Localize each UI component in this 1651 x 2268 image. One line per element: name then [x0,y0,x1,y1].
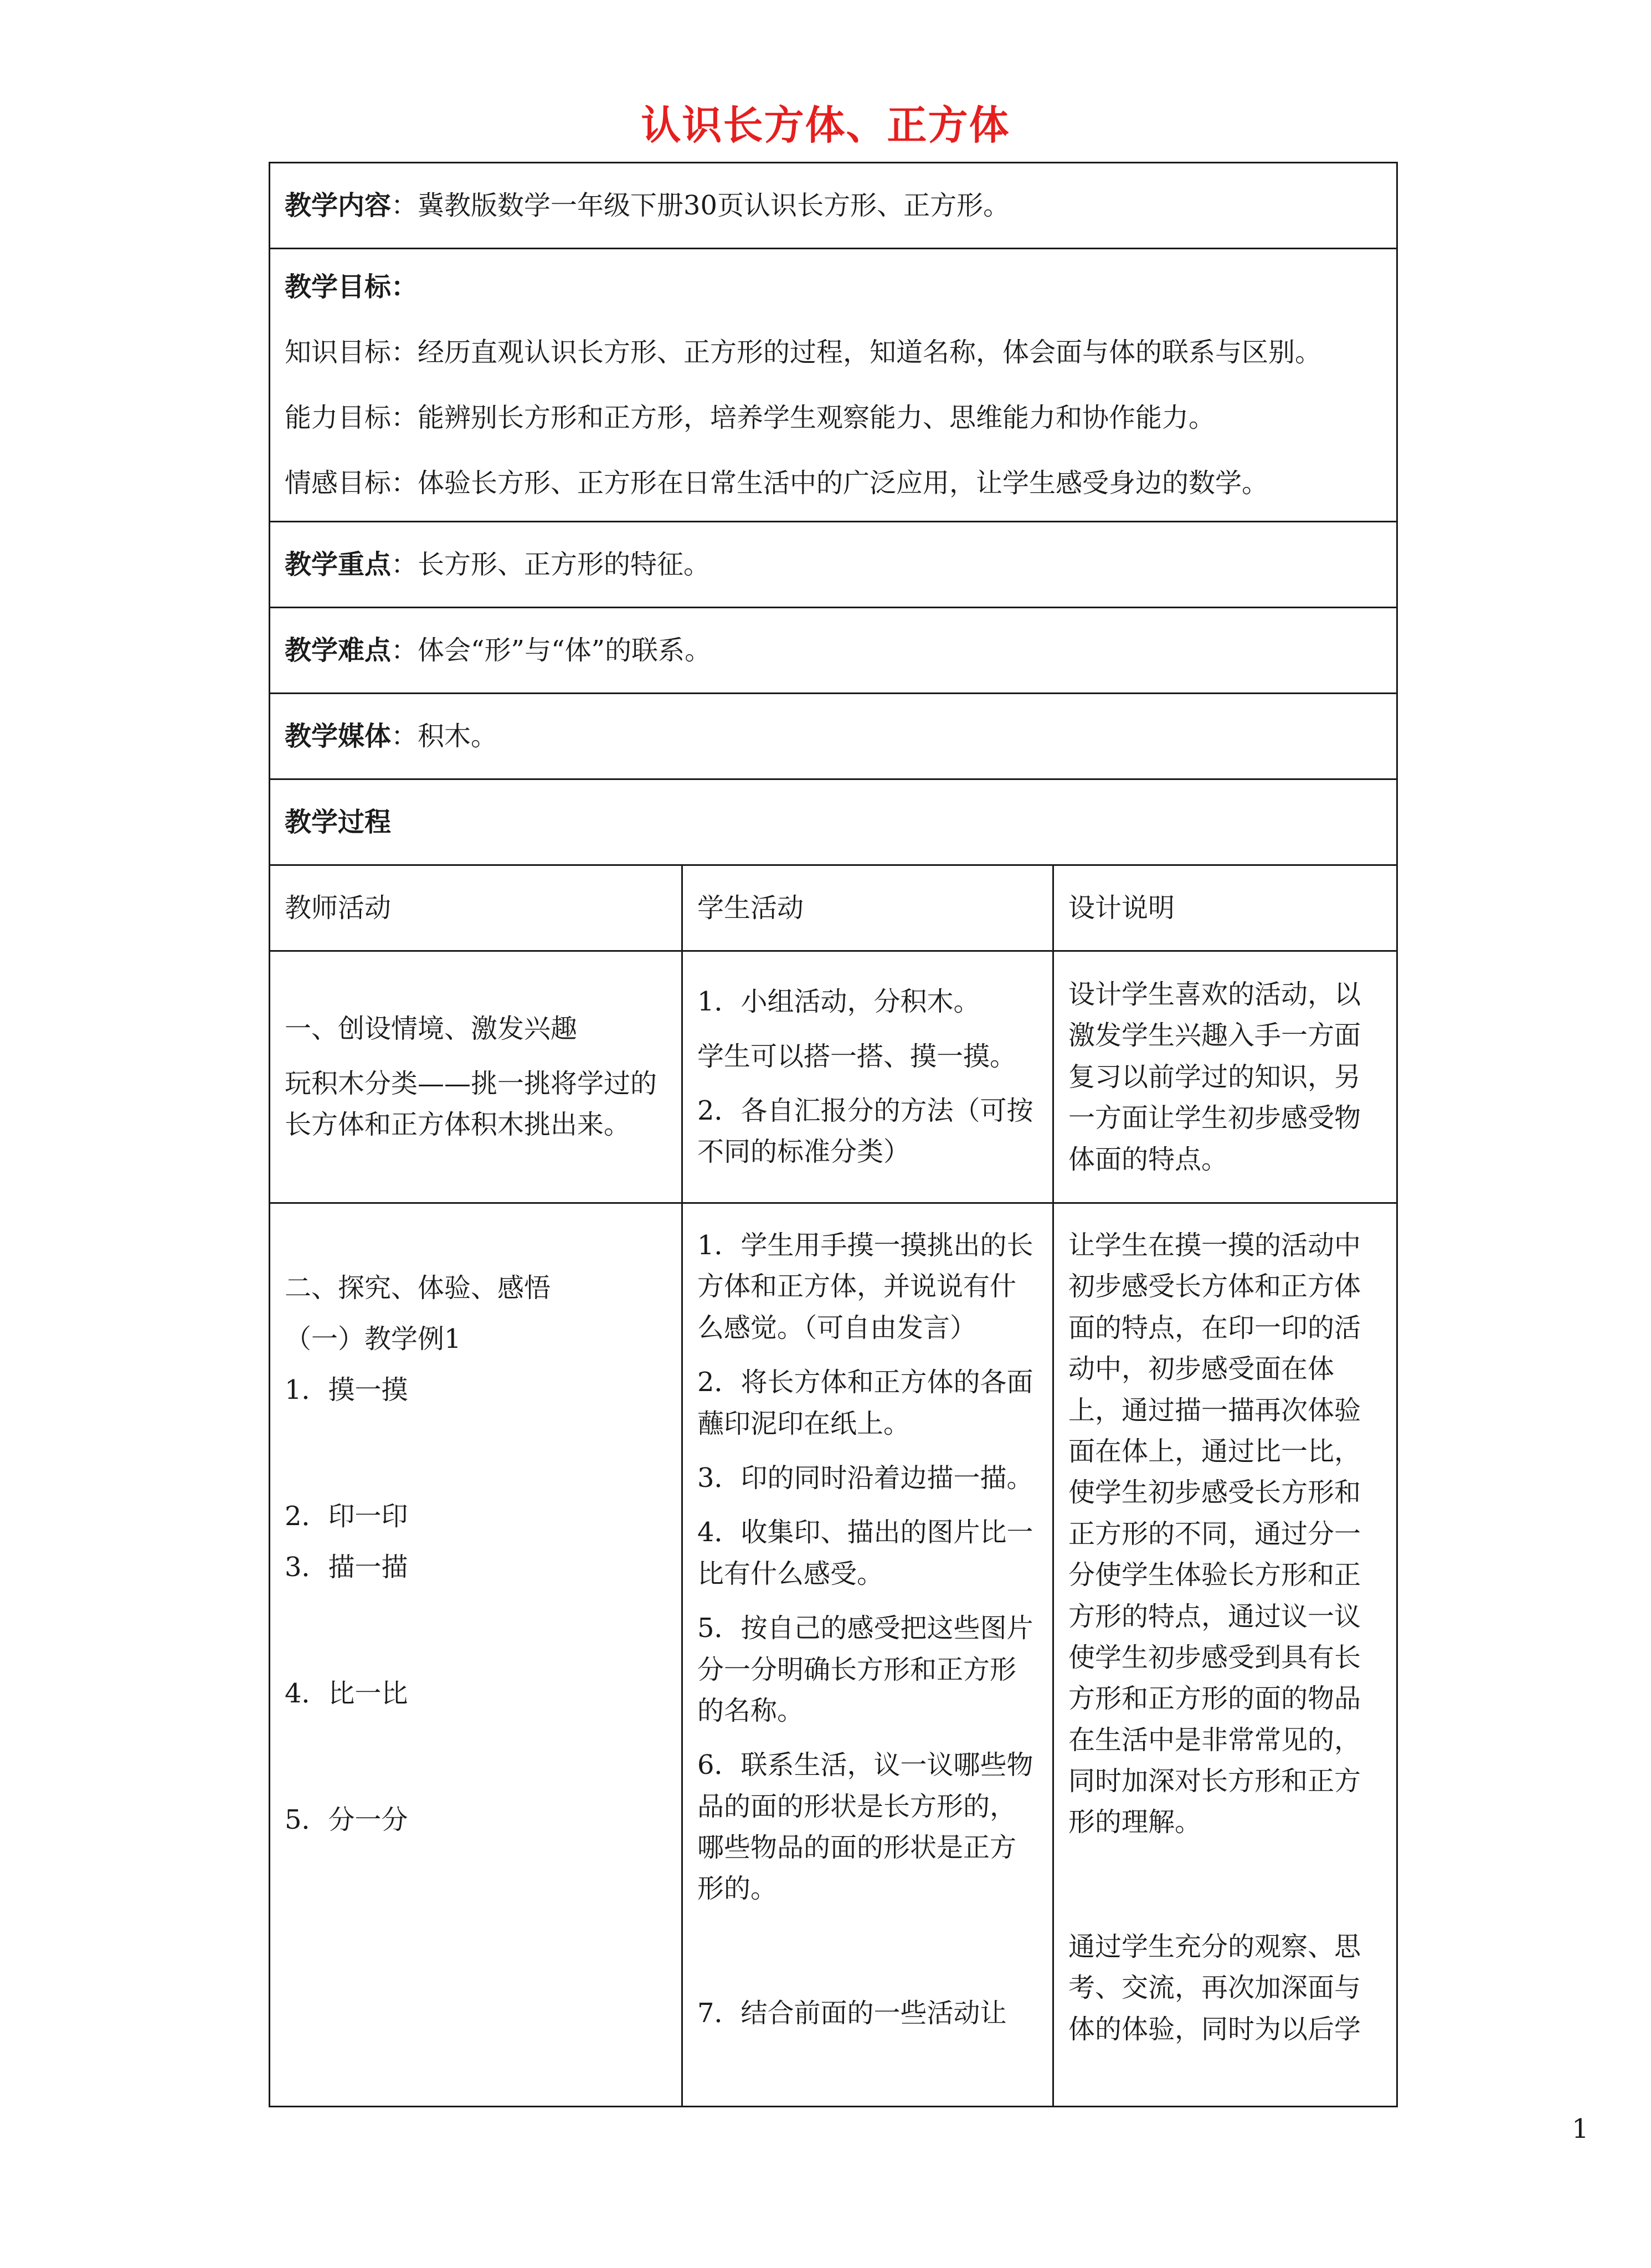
difficulty-row [270,608,1397,694]
teacher-activity-subheading: （一）教学例1 [285,1323,461,1354]
difficulty-text: ：体会“形”与“体”的联系。 [391,634,712,666]
teacher-activity-step: 3．描一描 [285,1552,408,1583]
content-text: ：冀教版数学一年级下册30页认识长方形、正方形。 [391,189,1010,221]
process-label: 教学过程 [285,806,392,838]
student-activity-cell [682,951,1053,1203]
media-label: 教学媒体 [285,720,392,752]
design-note-cell [1053,951,1397,1203]
table-row [270,951,1397,1203]
student-activity-step: 4．收集印、描出的图片比一比有什么感受。 [697,1517,1033,1589]
student-activity-step: 7．结合前面的一些活动让 [697,1997,1007,2029]
lesson-plan-table [269,162,1398,2107]
spacer [285,1225,667,1267]
process-cell [270,779,1397,865]
design-note-text: 让学生在摸一摸的活动中初步感受长方体和正方体面的特点，在印一印的活动中，初步感受面在体上，通过描一描再次体验面在体上，通过比一比，使学生初步感受长方形和正方形的不同，通过分一分使学生体验长方形和正方形的特点，通过议一议使学生初步感受到具有长方形和正方形的面的物品在生活中是非常常见的，同时加深对长方形和正方形的理解。 [1068,1230,1361,1838]
goals-row [270,249,1397,522]
teacher-activity-cell [270,951,682,1203]
student-activity-step: 学生可以搭一搭、摸一摸。 [697,1040,1017,1072]
spacer [285,1309,667,1318]
design-note-text: 设计学生喜欢的活动，以激发学生兴趣入手一方面复习以前学过的知识，另一方面让学生初步感受物体面的特点。 [1068,979,1361,1175]
key-point-row [270,522,1397,608]
goal-ability: 能力目标：能辨别长方形和正方形，培养学生观察能力、思维能力和协作能力。 [285,402,1216,433]
page-number: 1 [1572,2113,1589,2144]
student-activity-step: 1．学生用手摸一摸挑出的长方体和正方体，并说说有什么感觉。（可自由发言） [697,1230,1033,1343]
teacher-activity-step: 2．印一印 [285,1501,408,1532]
student-activity-cell [682,1203,1053,2107]
teacher-activity-text: 玩积木分类——挑一挑将学过的长方体和正方体积木挑出来。 [285,1068,657,1141]
student-activity-step: 3．印的同时沿着边描一描。 [697,1462,1033,1494]
goal-knowledge: 知识目标：经历直观认识长方形、正方形的过程，知道名称，体会面与体的联系与区别。 [285,337,1322,368]
table-row [270,1203,1397,2107]
spacer [285,1411,667,1495]
difficulty-cell [270,608,1397,694]
teacher-activity-step: 4．比一比 [285,1678,408,1709]
teacher-activity-cell [270,1203,682,2107]
teacher-activity-heading: 二、探究、体验、感悟 [285,1272,551,1304]
goals-label: 教学目标： [285,271,418,302]
key-point-cell [270,522,1397,608]
media-text: ：积木。 [391,720,498,752]
student-activity-step: 6．联系生活，议一议哪些物品的面的形状是长方形的，哪些物品的面的形状是正方形的。 [697,1749,1033,1905]
difficulty-label: 教学难点 [285,634,392,666]
column-header-teacher: 教师活动 [270,865,682,951]
content-label: 教学内容 [285,189,392,221]
key-point-text: ：长方形、正方形的特征。 [391,548,711,580]
column-header-student: 学生活动 [682,865,1053,951]
column-header-row [270,865,1397,951]
design-note-cell [1053,1203,1397,2107]
design-note-text: 通过学生充分的观察、思考、交流，再次加深面与体的体验，同时为以后学 [1068,1931,1361,2045]
content-row [270,163,1397,249]
student-activity-step: 5．按自己的感受把这些图片分一分明确长方形和正方形的名称。 [697,1613,1033,1726]
media-row [270,694,1397,779]
student-activity-step: 2．各自汇报分的方法（可按不同的标准分类） [697,1095,1033,1168]
student-activity-step: 1．小组活动，分积木。 [697,986,980,1018]
column-header-design: 设计说明 [1053,865,1397,951]
process-row [270,779,1397,865]
goal-emotion: 情感目标：体验长方形、正方形在日常生活中的广泛应用，让学生感受身边的数学。 [285,468,1269,499]
goals-cell [270,249,1397,522]
spacer [285,1360,667,1369]
spacer [285,1537,667,1546]
student-activity-step: 2．将长方体和正方体的各面蘸印泥印在纸上。 [697,1367,1033,1439]
teacher-activity-step: 5．分一分 [285,1804,408,1835]
teacher-activity-step: 1．摸一摸 [285,1374,408,1405]
spacer [285,1715,667,1799]
page-title: 认识长方体、正方体 [641,101,1010,148]
spacer [285,1588,667,1672]
teacher-activity-heading: 一、创设情境、激发兴趣 [285,1013,578,1045]
key-point-label: 教学重点 [285,548,392,580]
media-cell [270,694,1397,779]
content-cell [270,163,1397,249]
